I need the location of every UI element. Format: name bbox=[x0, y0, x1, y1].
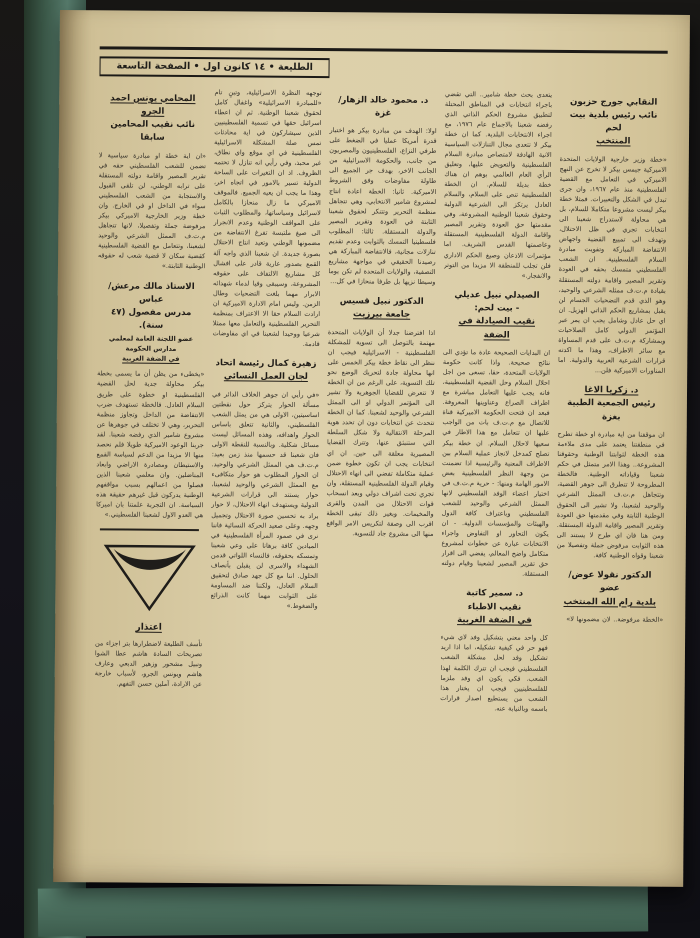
article-body: توجهه النظرة الاسرائيلية، وتبنٍ تام «للمبادرة الاسرائيلية» واغفال كامل لحقوق شعبنا الوطنية. ثم ان اعطاء اسرائيل حقها في تسمية الفلسطينيين الذين سيشاركون في اية محادثات تمس صلة المشكلة الاسرائيلية الفلسطينية في اي موقع واي نطاق، غير محبذ، وفي رأيي انه تنازل لا تحتمه الظروف. اذ ان التغيرات على الساحة الدولية تسير بالامور في اتجاه اخر، وهذا ما يجب ان يعيه الجميع. فالموقف الاميركي ما زال منحازا بالكامل لاسرائيل وسياساتها، والمطلوب الثبات على المواقف الوطنية وعدم الانجرار الى صيغ ملتبسة تفرغ الانتفاضة من مضمونها الوطني وتعيد انتاج الاحتلال بصورة جديدة. ان شعبنا الذي واجه آلة القمع بصدور عارية قادر على افشال كل مشاريع الالتفاف على حقوقه المشروعة، وسيبقى وفيا لدماء شهدائه الابرار مهما بلغت التضحيات وطال الزمن. وليس امام الادارة الاميركية ان ارادت السلام حقا الا الاعتراف بمنظمة التحرير الفلسطينية والتعامل معها ممثلا شرعيا ووحيدا لشعبنا في اي مفاوضات قادمة. bbox=[212, 87, 322, 349]
article-body: اذا افترضنا جدلا أن الولايات المتحدة مهتمة بالتوصل الى تسوية للمشكلة الفلسطينية - الاسرائيلية فيجب ان ننظر الى نقاط خطة بيكر الخمس على انها محاولة جادة لتحريك الوضع نحو تلك التسوية، على الرغم من ان الخطة لا تتعرض للقضايا الجوهرية ولا تشير الى المؤتمر الدولي او الى الممثل الشرعي والوحيد لشعبنا. كما ان الخطة تتحدث عن انتخابات دون ان تحدد هوية المرحلة الانتقالية ولا شكل السلطة التي ستنبثق عنها، وتترك القضايا المصيرية معلقة الى حين. ان اي انتخابات يجب ان تكون خطوة ضمن عملية متكاملة تفضي الى انهاء الاحتلال وقيام الدولة الفلسطينية المستقلة، وان تجري تحت اشراف دولي وبعد انسحاب قوات الاحتلال من المدن والقرى والمخيمات. وبغير ذلك تبقى الخطة اقرب الى وصفة لتكريس الامر الواقع منها الى مشروع جاد للتسوية. bbox=[326, 327, 436, 538]
speaker-role: مدرس مفصول (٤٧ سنة). bbox=[111, 307, 192, 332]
separator-rule bbox=[100, 529, 199, 531]
speaker-role: نقيب الاطباء bbox=[467, 601, 522, 613]
speaker-committee: عضو اللجنة العامة لمعلمي مدارس الحكومة bbox=[108, 334, 194, 353]
article-heading bbox=[332, 94, 435, 121]
speaker-city: - بيت لحم: bbox=[474, 303, 520, 314]
speaker-region: في الضفة الغربية bbox=[457, 615, 532, 626]
apology-title: اعتذار bbox=[135, 622, 162, 633]
article-body: يتعدى بحث خطة شامير.. التي تقضي باجراء انتخابات في المناطق المحتلة لتطبيق مشروع الحكم الذاتي الذي رفضه شعبنا بالاجماع عام ١٩٧٦، مع اجراء الانتخابات البلدية. كما ان خطة بيكر لا تتعدى مجال التنازلات السياسية الانية الهادفة لامتصاص مبادرة السلام الفلسطينية والتعويض عليها، وتعليق الرأي العام العالمي بوهم ان هناك خطة بديلة للسلام. ان الخطة الفلسطينية تنص على السلام، والسلام العادل يرتكز الى الشرعية الدولية وحقوق شعبنا الوطنية المشروعة، وفي مقدمتها حق العودة وتقرير المصير واقامة الدولة الفلسطينية المستقلة وعاصمتها القدس الشريف. اما مؤتمرات الاذعان وصيغ الحكم الاداري فلن تجلب للمنطقة الا مزيدا من التوتر والانفجار.» bbox=[443, 89, 553, 280]
article-body: ان موقفنا من اية مبادرة او خطة تطرح في منطقتنا يعتمد على مدى ملاءمة هذه الخطة لثوابتنا الوطنية وحقوقنا المشروعة.. وهذا الامر متمثل في حكم شعبنا وقياداته الوطنية. فالخطة المطروحة لا تتطرق الى جوهر القضية، وتتجاهل م.ت.ف الممثل الشرعي والوحيد لشعبنا، ولا تشير الى الحقوق الوطنية الثابتة وفي مقدمتها حق العودة وتقرير المصير واقامة الدولة المستقلة. ومن هنا فان اي طرح لا يستند الى هذه الثوابت مرفوض جملة وتفصيلا من شعبنا وقواه الوطنية كافة. bbox=[556, 429, 665, 560]
article-body: «الخطة مرفوضة.. لان مضمونها لا» bbox=[566, 614, 664, 624]
column-layout bbox=[93, 86, 667, 860]
speaker-role: نقيب الصيادلة في الضفة bbox=[458, 316, 536, 341]
article-body: «خطة وزير خارجية الولايات المتحدة الاميركية جيمس بيكر لا تخرج عن النهج الاميركي في التعامل مع القضية الفلسطينية منذ عام ١٩٦٧، وان جرى تبدل في الشكل والتعبيرات. فمثلا خطة بيكر ليست مشروعا متكاملا للسلام، بل هي محاولة لاستدراج شعبنا الى انتخابات تجري في ظل الاحتلال، وتهدف الى تمييع القضية واجهاض الانتفاضة المباركة وتفويت مبادرة السلام الفلسطينية. ان الشعب الفلسطيني متمسك بحقه في العودة وتقرير المصير واقامة دولته المستقلة بقيادة م.ت.ف ممثله الشرعي والوحيد، وهو الذي قدم التضحيات الجسام لن يقبل بمشاريع الحكم الذاتي الهزيل. ان اي حل عادل وشامل يجب ان يمر عبر المؤتمر الدولي كامل الصلاحيات وبمشاركة م.ت.ف على قدم المساواة مع سائر الاطراف، وهذا ما اكدته قرارات الشرعية العربية والدولية. اما المناورات الاميركية فلن... bbox=[558, 154, 667, 375]
masthead bbox=[99, 56, 330, 78]
article-heading bbox=[330, 295, 433, 322]
article-body: ان البدايات الصحيحة عادة ما تؤدي الى نتائج صحيحة. واذا كانت حكومة الولايات المتحدة، حقا، تسعى من اجل احلال السلام وحل القضية الفلسطينية، فانه يجب عليها التعامل مباشرة مع اطراف الصراع وعناوينها المعروفة. فبعد ان فتحت الحكومة الاميركية قناة للاتصال مع م.ت.ف بات من الواجب عليها ان تتعامل مع هذا الاطار في سعيها لاحلال السلام. ان خطة بيكر تصلح كمدخل لانجاز عملية السلام بين الاطراف المعنية والرئيسية اذا تضمنت من وجهة النظر الفلسطينية بعض الامور الهامة ومنها: - حرية م.ت.ف في اختيار اعضاء الوفد الفلسطيني لانها الممثل الشرعي والوحيد للشعب الفلسطيني وباعتراف كافة الدول والهيئات والمؤسسات الدولية. - ان يكون التحاور او التفاوض واجراء الانتخابات عبارة عن خطوات لمشروع متكامل واضح المعالم، يفضي الى اقرار حق تقرير المصير لشعبنا وقيام دولته المستقلة. bbox=[441, 347, 551, 579]
speaker-role: لجان العمل النسائي bbox=[223, 371, 308, 383]
speaker-name: الاستاذ مالك مرعش/ عباس bbox=[108, 280, 195, 305]
article-heading bbox=[214, 357, 317, 384]
speaker-name: د. سمير كاتبة bbox=[466, 588, 524, 600]
column-3 bbox=[324, 88, 437, 859]
article-awad bbox=[556, 569, 664, 625]
column-4 bbox=[209, 87, 322, 858]
speaker-name: الصيدلي نبيل عديلي bbox=[454, 289, 540, 301]
article-hazboun-continued bbox=[443, 89, 552, 281]
article-hazboun bbox=[558, 95, 667, 375]
column-5 bbox=[93, 86, 206, 857]
article-heading bbox=[443, 587, 547, 628]
article-body: كل واحد معني بتشكيل وفد لاي شيء فهو حر في كيفية تشكيله، اما اذا اريد تشكيل وفد لحل مشكلة الشعب الفلسطيني فيجب ان تترك الكلمة لهذا الشعب. فكي يكون اي وفد ملزما للفلسطينيين فيجب ان يختار هذا الشعب من يستطيع اصدار قرارات باسمه وبالنيابة عنه. bbox=[440, 633, 548, 713]
article-body: «يخطىء من يظن أن ما يسمى بخطة بيكر محاولة جدية لحل القضية الفلسطينية او خطوة على طريق السلام العادل. فالخطة تستهدف ضرب الانتفاضة من الداخل وتجاوز منظمة التحرير، وهي لا تختلف في جوهرها عن مشروع شامير الذي رفضه شعبنا. لقد جربنا الوعود الاميركية طويلا فلم نحصد منها الا مزيدا من الدعم لسياسة القمع والاستيطان ومصادرة الاراضي وابعاد المناضلين. وان معلمي شعبنا الذين فصلوا من اعمالهم بسبب مواقفهم الوطنية يدركون قبل غيرهم حقيقة هذه السياسة. ان التجربة علمتنا بان اميركا هي العدو الاول لشعبنا الفلسطيني.» bbox=[96, 369, 205, 520]
speaker-name: د. زكريا الاغا bbox=[584, 385, 639, 396]
apology-logo bbox=[95, 538, 203, 619]
speaker-role: نائب رئيس بلدية بيت لحم bbox=[569, 109, 658, 134]
speaker-role: نائب نقيب المحامين سابقا bbox=[110, 119, 196, 144]
article-qassis bbox=[326, 295, 435, 539]
masthead-top-rule bbox=[100, 46, 668, 53]
article-katbeh bbox=[440, 587, 548, 713]
article-body: «ان اية خطة او مبادرة سياسية لا تضمن للشعب الفلسطيني حقه في تقرير المصير واقامة دولته المستقلة على ترابه الوطني، لن تلقى القبول والاستجابة من الشعب الفلسطيني سواء في الداخل او في الخارج. وان خطة وزير الخارجية الاميركي بيكر مرفوضة جملة وتفصيلا، لانها تتجاهل م.ت.ف الممثل الشرعي والوحيد لشعبنا، وتتعامل مع القضية الفلسطينية كقضية سكان لا قضية شعب له حقوقه الوطنية الثابتة.» bbox=[98, 151, 207, 271]
article-heading bbox=[445, 289, 549, 343]
book-cover-bottom-edge bbox=[38, 883, 648, 936]
speaker-region: في الضفة الغربية bbox=[122, 354, 180, 364]
speaker-name: الدكتور نقولا عوض/ عضو bbox=[568, 569, 652, 594]
speaker-affiliation: جامعة بيرزيت bbox=[352, 309, 411, 321]
masthead-text: الطليعة • ١٤ كانون اول • الصفحة التاسعة bbox=[116, 59, 313, 73]
article-zahhar-continued bbox=[213, 87, 322, 349]
speaker-name: المحامي يونس احمد الجرو bbox=[110, 92, 196, 117]
page-content bbox=[53, 10, 690, 887]
newspaper-page bbox=[53, 10, 690, 887]
article-marash bbox=[96, 280, 205, 521]
speaker-name: النقابي جورج حزبون bbox=[570, 96, 658, 108]
speaker-role: بلدية رام الله المنتخب bbox=[563, 596, 657, 608]
article-kamal bbox=[210, 357, 319, 611]
article-heading bbox=[101, 92, 205, 146]
speaker-name: زهيرة كمال رئيسة اتحاد bbox=[215, 358, 317, 370]
article-jarro bbox=[98, 92, 207, 272]
speaker-role: رئيس الجمعية الطبية بغزة bbox=[567, 398, 656, 423]
apology-body: تأسف الطليعة لاضطرارها بتر اجزاء من تصريحات السادة هاشم عطا الشوا ونبيل مشحور وزهير الدبعي وعارف هاشم ويونس الجرو، لأسباب خارجة عن الارادة، آملين حسن التفهم. bbox=[94, 639, 203, 689]
article-agha bbox=[556, 384, 665, 561]
article-adaileh bbox=[441, 289, 550, 580]
speaker-role-2: المنتخب bbox=[596, 136, 631, 147]
article-zahhar bbox=[328, 94, 437, 287]
column-1 bbox=[554, 89, 667, 860]
speaker-name: الدكتور نبيل قسيس bbox=[339, 296, 424, 307]
column-2 bbox=[439, 89, 552, 860]
article-heading bbox=[560, 384, 664, 425]
article-heading bbox=[562, 95, 666, 149]
article-body: «في رأيي ان جوهر الخلاف الدائر في مسألة الحوار يتركز حول نقطتين اساسيتين، الاولى هي من يمثل الشعب الفلسطيني، والثانية تتعلق باساس الحوار واهدافه، وهذه المسائل ليست مسائل شكلية. وبالنسبة للنقطة الاولى فان شعبنا قد حسمها منذ زمن بعيد: م.ت.ف هي الممثل الشرعي والوحيد. ان الحوار المطلوب هو حوار متكافىء مع الممثل الشرعي والوحيد لشعبنا، حوار يستند الى قرارات الشرعية الدولية ويستهدف انهاء الاحتلال، لا حوار يراد به تحسين صورة الاحتلال وتجميل وجهه. وعلى صعيد الحركة النسائية فاننا نرى في صمود المرأة الفلسطينية في الميادين كافة برهانا على وعي شعبنا وتمسكه بحقوقه، فالنساء اللواتي قدمن الشهداء والاسرى لن يقبلن بأنصاف الحلول. اننا مع كل جهد صادق لتحقيق السلام العادل، ولكننا ضد المساومة على الثوابت مهما كانت الذرائع والضغوط.» bbox=[210, 389, 320, 611]
inverted-triangle-crescent-icon bbox=[101, 538, 198, 615]
speaker-name: د. محمود خالد الزهار/ غزة bbox=[338, 94, 429, 119]
article-heading bbox=[558, 569, 662, 610]
article-body: اولا: الهدف من مبادرة بيكر هو اختبار قدرة أمريكا عمليا في الضغط على طرفي النزاع، الفلسطينيون والمصريون من جانب، والحكومة الاسرائيلية من الجانب الاخر، بهدف جر الجميع الى طاولة مفاوضات وفق الشروط الاميركية. ثانيا: الخطة اعادة انتاج لمشروع شامير الانتخابي، وهي تتجاهل منظمة التحرير وتتنكر لحقوق شعبنا الثابتة في العودة وتقرير المصير والدولة المستقلة. ثالثا: المطلوب فلسطينيا التمسك بالثوابت وعدم تقديم تنازلات مجانية، فالانتفاضة المباركة هي رصيدنا الحقيقي في مواجهة مشاريع التصفية، والولايات المتحدة لم تكن يوما وسيطا نزيها بل طرفا منحازا في كل... bbox=[328, 126, 437, 287]
article-heading bbox=[99, 280, 203, 365]
